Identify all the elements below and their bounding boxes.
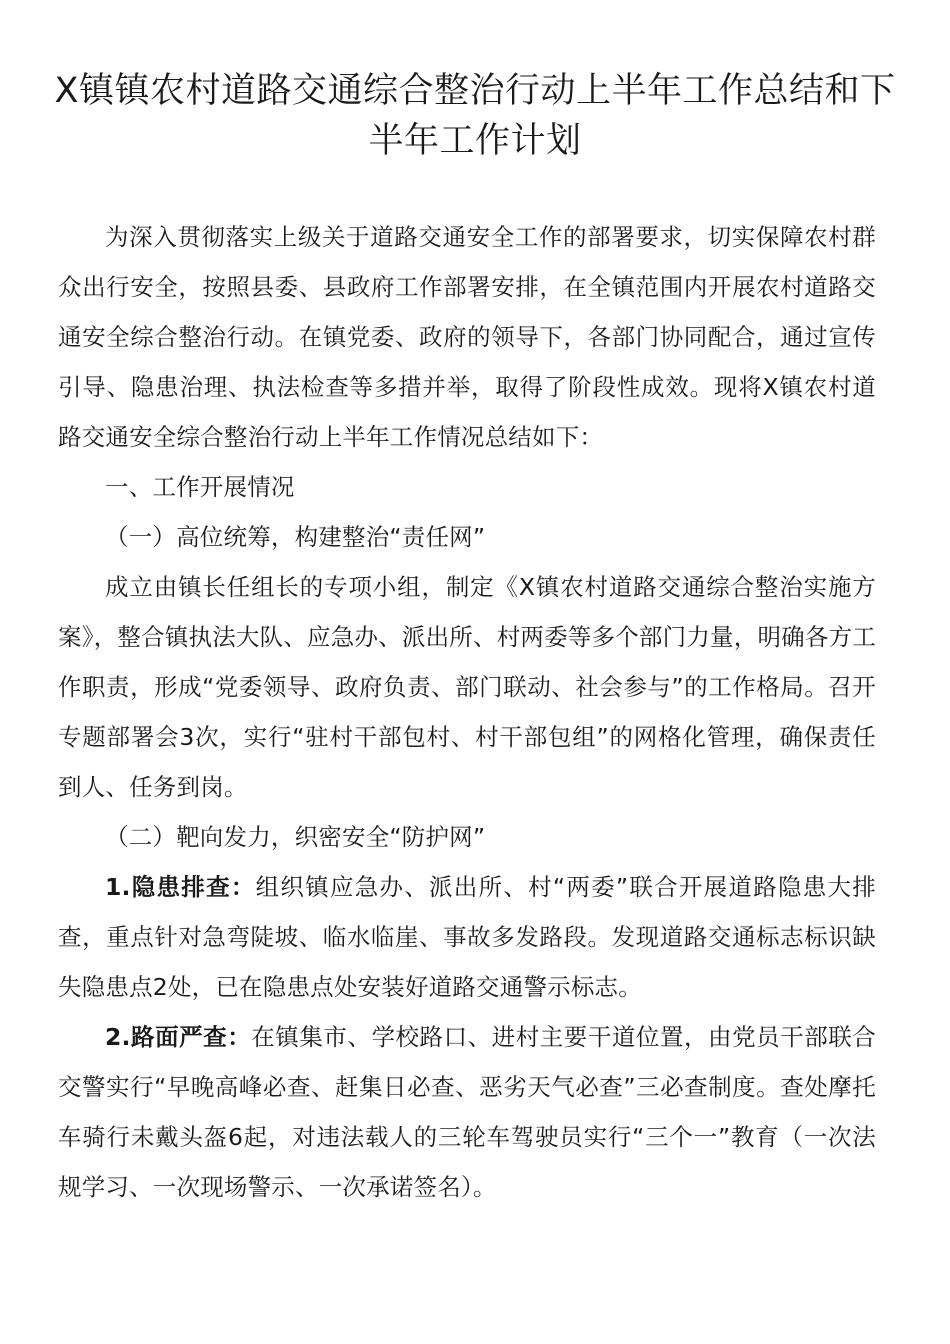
intro-paragraph: 为深入贯彻落实上级关于道路交通安全工作的部署要求，切实保障农村群众出行安全，按照县委、县政府工作部署安排，在全镇范围内开展农村道路交通安全综合整治行动。在镇党委、政府的领导下，各部门协同配合，通过宣传引导、隐患治理、执法检查等多措并举，取得了阶段性成效。现将X镇农村道路交通安全综合整治行动上半年工作情况总结如下： xyxy=(58,223,876,451)
document-body xyxy=(58,212,876,1212)
document-title: X镇镇农村道路交通综合整治行动上半年工作总结和下半年工作计划 xyxy=(54,71,896,161)
responsibility-paragraph: 成立由镇长任组长的专项小组，制定《X镇农村道路交通综合整治实施方案》，整合镇执法大队、应急办、派出所、村两委等多个部门力量，明确各方工作职责，形成“党委领导、政府负责、部门联动、社会参与”的工作格局。召开专题部署会3次，实行“驻村干部包村、村干部包组”的网格化管理，确保责任到人、任务到岗。 xyxy=(58,573,876,801)
road-check-paragraph xyxy=(58,1012,876,1212)
road-check-lead: 2.路面严查： xyxy=(105,1023,252,1051)
hazard-inspection-text: 组织镇应急办、派出所、村“两委”联合开展道路隐患大排查，重点针对急弯陡坡、临水临崖、事故多发路段。发现道路交通标志标识缺失隐患点2处，已在隐患点处安装好道路交通警示标志。 xyxy=(58,873,876,1001)
hazard-inspection-paragraph xyxy=(58,862,876,1012)
subsection-heading-protection-net: （二）靶向发力，织密安全“防护网” xyxy=(105,823,486,851)
road-check-text: 在镇集市、学校路口、进村主要干道位置，由党员干部联合交警实行“早晚高峰必查、赶集日必查、恶劣天气必查”三必查制度。查处摩托车骑行未戴头盔6起，对违法载人的三轮车驾驶员实行“三个一”教育（一次法规学习、一次现场警示、一次承诺签名）。 xyxy=(58,1023,876,1201)
subsection-heading-responsibility-net: （一）高位统筹，构建整治“责任网” xyxy=(105,523,486,551)
section-heading-work-progress: 一、工作开展情况 xyxy=(105,473,295,501)
hazard-inspection-lead: 1.隐患排查： xyxy=(105,873,256,901)
